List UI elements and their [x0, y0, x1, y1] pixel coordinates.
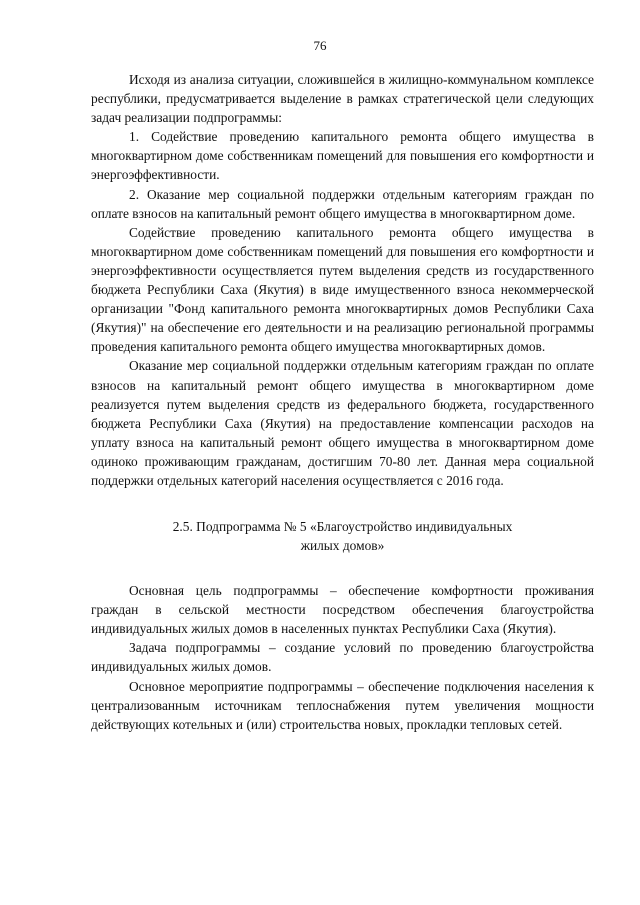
paragraph-social-support: Оказание мер социальной поддержки отдельным категориям граждан по оплате взносов на капитальный ремонт общего имущества в многоквартирном доме реализуется путем выделения средств из федерального бюджета, государственного бюджета Республики Саха (Якутия) на предоставление компенсации расходов на уплату взноса на капитальный ремонт общего имущества в многоквартирном доме одиноко проживающим гражданам, достигшим 70-80 лет. Данная мера социальной поддержки отдельных категорий населения осуществляется с 2016 года.: [91, 358, 594, 488]
paragraph-goal: Основная цель подпрограммы – обеспечение комфортности проживания граждан в сельской местности посредством обеспечения благоустройства индивидуальных жилых домов в населенных пунктах Республики Саха (Якутия).: [91, 583, 594, 637]
paragraph-main-activity: Основное мероприятие подпрограммы – обеспечение подключения населения к централизованным источникам теплоснабжения путем увеличения мощности действующих котельных и (или) строительства новых, прокладки тепловых сетей.: [91, 678, 594, 732]
section-heading-line-2: жилых домов»: [300, 538, 385, 554]
section-heading: [91, 517, 594, 555]
paragraph-task: Задача подпрограммы – создание условий по проведению благоустройства индивидуальных жилых домов.: [91, 640, 594, 675]
paragraph-repair-funding: Содействие проведению капитального ремонта общего имущества в многоквартирном доме собственникам помещений для повышения его комфортности и энергоэффективности осуществляется путем выделения средств из государственного бюджета Республики Саха (Якутия) в виде имущественного взноса некоммерческой организации "Фонд капитального ремонта многоквартирных домов Республики Саха (Якутия)" на обеспечение его деятельности и на реализацию региональной программы проведения капитального ремонта общего имущества многоквартирных домов.: [91, 224, 594, 355]
document-body: [91, 70, 594, 734]
paragraph-task-1: 1. Содействие проведению капитального ремонта общего имущества в многоквартирном доме собственникам помещений для повышения его комфортности и энергоэффективности.: [91, 129, 594, 183]
section-heading-line-1: 2.5. Подпрограмма № 5 «Благоустройство индивидуальных: [172, 519, 513, 535]
paragraph-intro: Исходя из анализа ситуации, сложившейся в жилищно-коммунальном комплексе республики, предусматривается выделение в рамках стратегической цели следующих задач реализации подпрограммы:: [91, 72, 594, 126]
paragraph-task-2: 2. Оказание мер социальной поддержки отдельным категориям граждан по оплате взносов на капитальный ремонт общего имущества в многоквартирном доме.: [91, 186, 594, 221]
page-number: 76: [313, 38, 327, 53]
